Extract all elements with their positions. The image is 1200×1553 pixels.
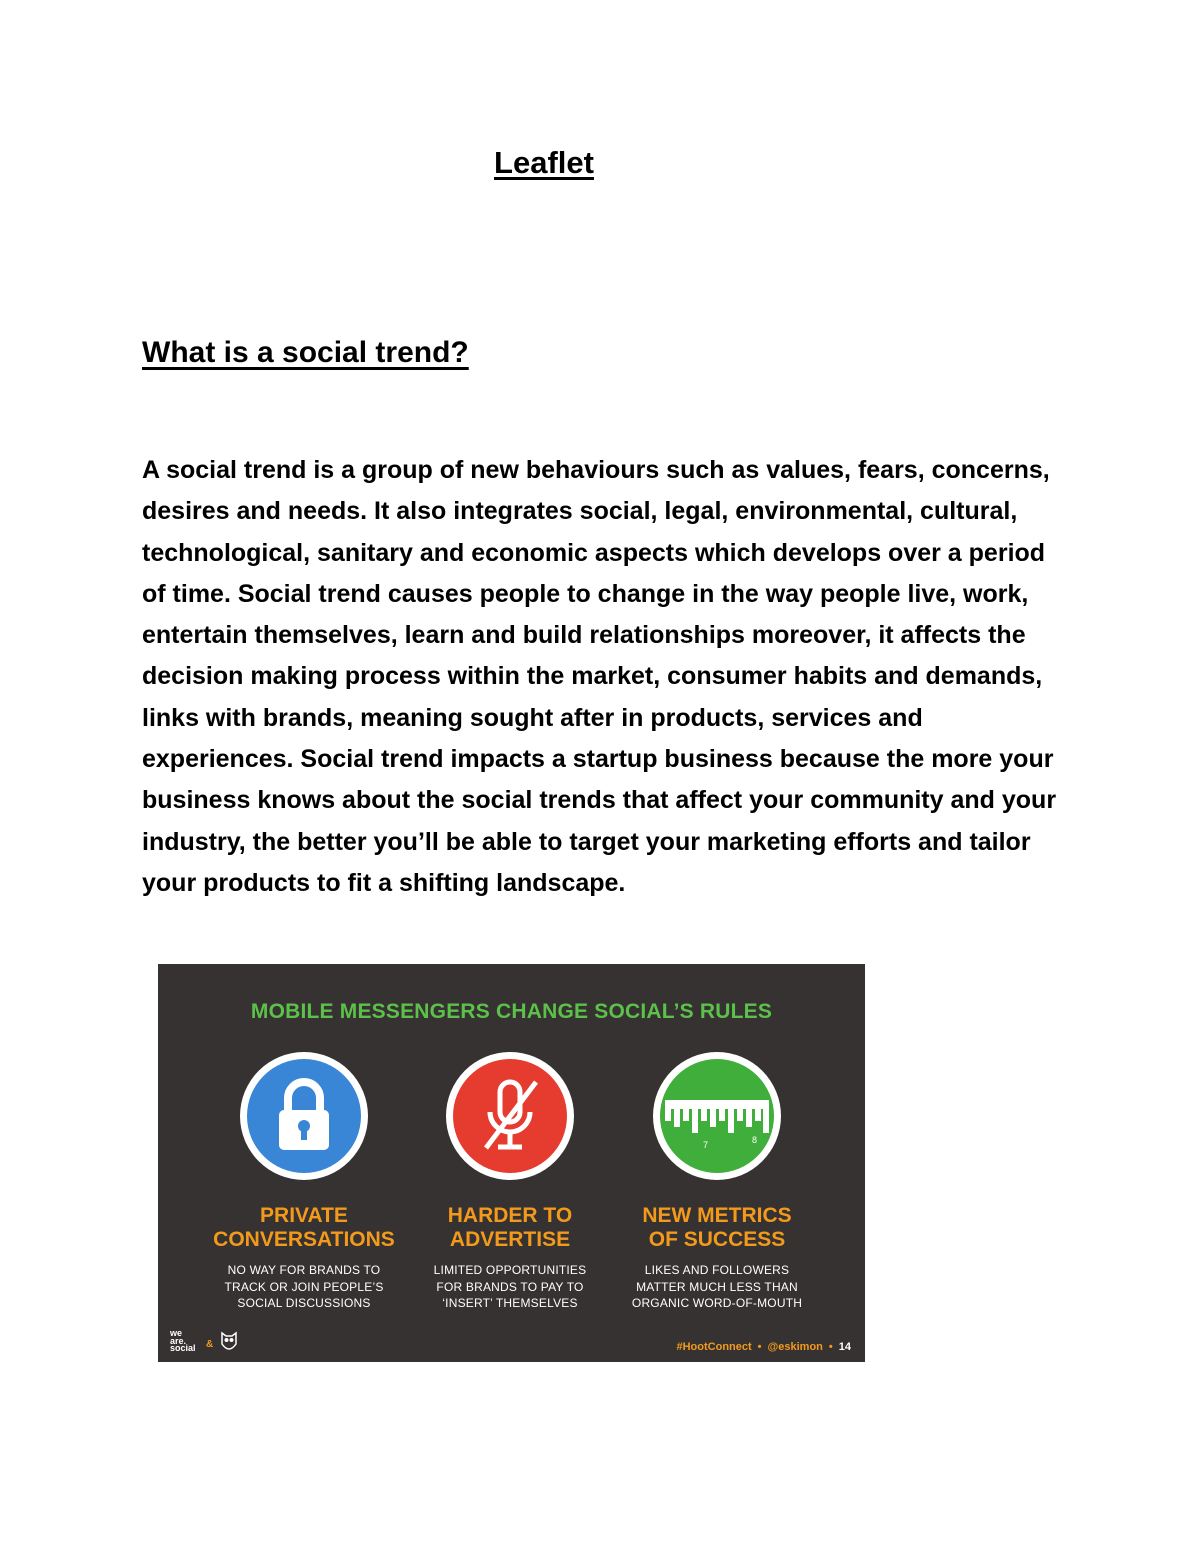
metrics-ruler-icon bbox=[651, 1050, 783, 1182]
owl-icon bbox=[220, 1330, 238, 1354]
column-private-conversations bbox=[194, 1050, 414, 1312]
muted-microphone-icon bbox=[444, 1050, 576, 1182]
column-description: LIMITED OPPORTUNITIES FOR BRANDS TO PAY TO ‘INSERT’ THEMSELVES bbox=[433, 1263, 587, 1310]
slide-footer: #HootConnect • @eskimon • 14 bbox=[676, 1341, 851, 1353]
column-description: LIKES AND FOLLOWERS MATTER MUCH LESS THAN ORGANIC WORD-OF-MOUTH bbox=[631, 1263, 803, 1310]
column-title: NEW METRICS OF SUCCESS bbox=[642, 1204, 792, 1251]
footer-page-number: 14 bbox=[838, 1341, 851, 1353]
brand-ampersand: & bbox=[206, 1339, 214, 1350]
column-new-metrics bbox=[607, 1050, 827, 1312]
brand-logo: we are. social bbox=[170, 1328, 196, 1353]
section-heading: What is a social trend? bbox=[142, 336, 469, 369]
footer-handle: @eskimon bbox=[767, 1341, 823, 1353]
column-title: HARDER TO ADVERTISE bbox=[447, 1204, 573, 1251]
column-description: NO WAY FOR BRANDS TO TRACK OR JOIN PEOPLE’S SOCIAL DISCUSSIONS bbox=[224, 1263, 384, 1310]
infographic-image bbox=[158, 964, 865, 1362]
ruler-label-a: 7 bbox=[703, 1140, 709, 1150]
ruler-label-b: 8 bbox=[752, 1135, 758, 1145]
column-title: PRIVATE CONVERSATIONS bbox=[213, 1204, 395, 1251]
slide-title: MOBILE MESSENGERS CHANGE SOCIAL’S RULES bbox=[250, 1000, 773, 1023]
body-paragraph: A social trend is a group of new behaviours such as values, fears, concerns, desires and needs. It also integrates social, legal, environmental, cultural, technological, sanitary and economic aspects which develops over a period of time. Social trend causes people to change in the way people live, work, entertain themselves, learn and build relationships moreover, it affects the decision making process within the market, consumer habits and demands, links with brands, meaning sought after in products, services and experiences. Social trend impacts a startup business because the more your business knows about the social trends that affect your community and your industry, the better you’ll be able to target your marketing efforts and tailor your products to fit a shifting landscape. bbox=[142, 456, 1057, 897]
lock-icon bbox=[238, 1050, 370, 1182]
column-harder-to-advertise bbox=[400, 1050, 620, 1312]
document-title: Leaflet bbox=[494, 145, 594, 180]
footer-hashtag: #HootConnect bbox=[676, 1341, 752, 1353]
